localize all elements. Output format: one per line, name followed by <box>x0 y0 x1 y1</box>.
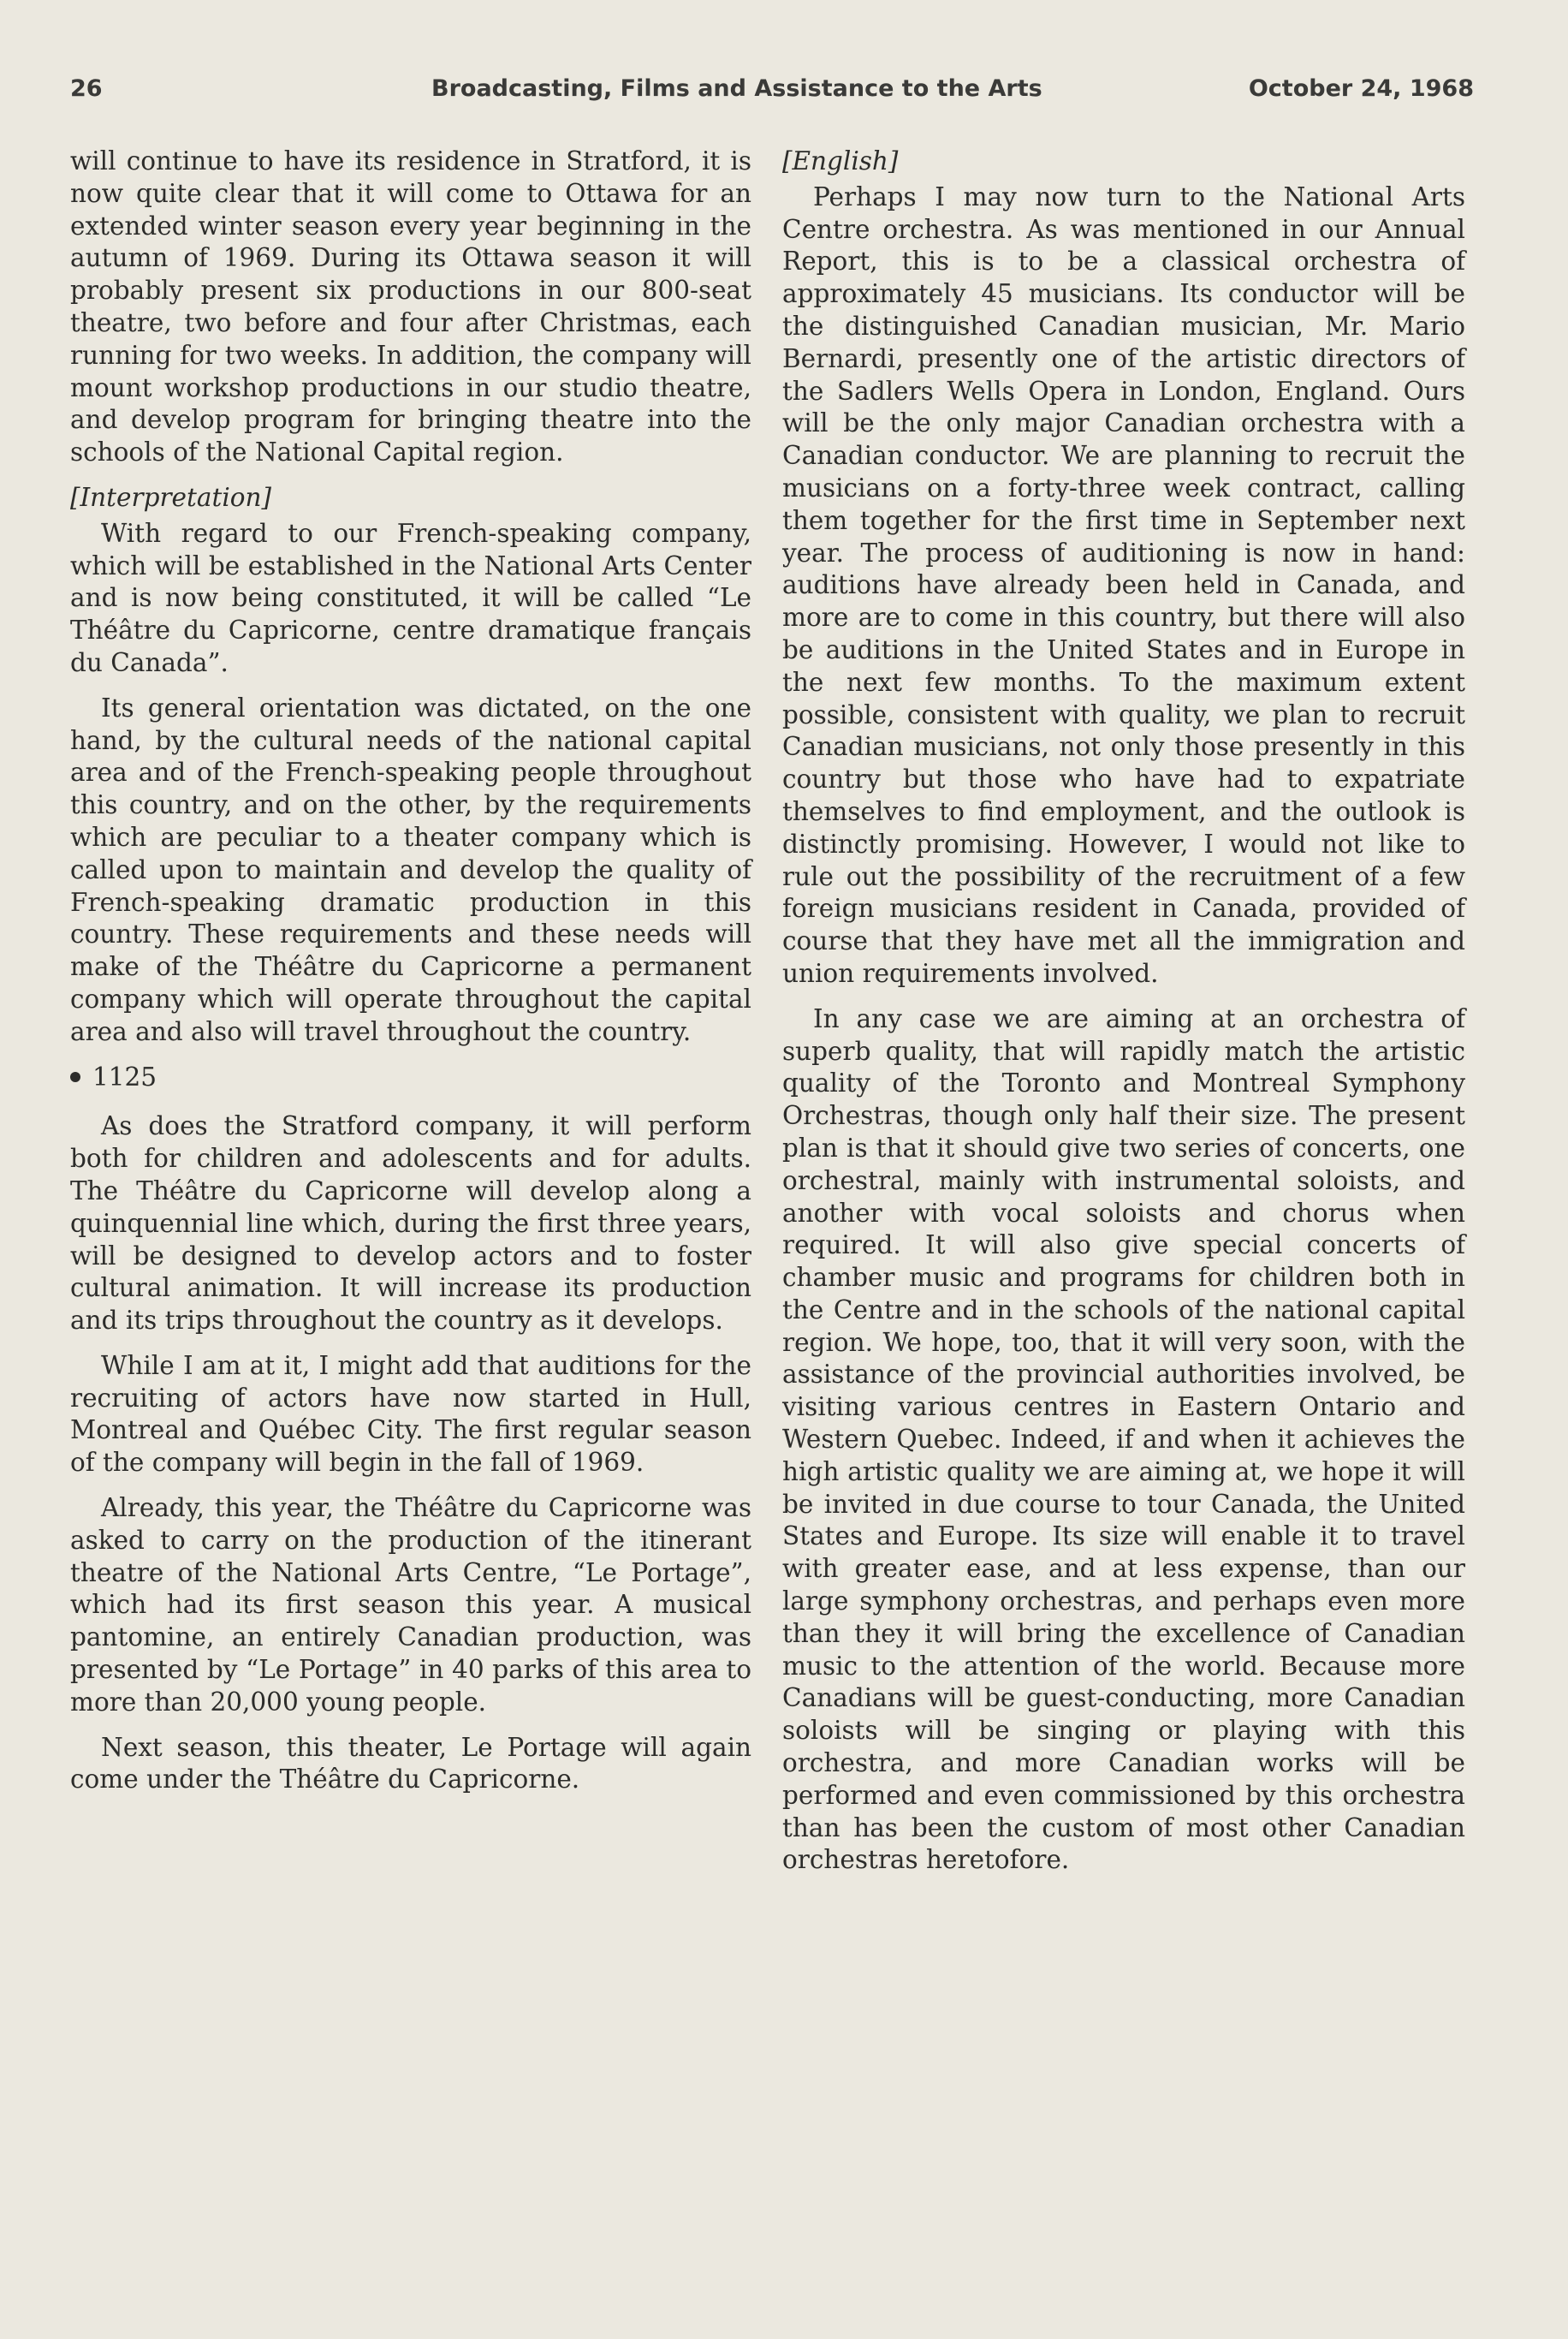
time-marker-label: 1125 <box>92 1062 157 1092</box>
english-tag: [English] <box>782 146 899 176</box>
bullet-icon <box>70 1072 80 1082</box>
paragraph: Its general orientation was dictated, on the one hand, by the cultural needs of the national capital area and of the French-speaking people throughout this country, and on the other, by the requirements which are peculiar to a theater company which is called upon to maintain and develop the quality of French-speaking dramatic production in this country. These requirements and these needs will make of the Théâtre du Capricorne a permanent company which will operate throughout the capital area and also will travel throughout the country. <box>70 693 751 1046</box>
page-number: 26 <box>70 75 103 102</box>
paragraph: With regard to our French-speaking company, which will be established in the National Arts Center and is now being constituted, it will be called “Le Théâtre du Capricorne, centre dramatique français du Canada”. <box>70 518 751 677</box>
time-marker <box>70 1062 751 1094</box>
paragraph: Already, this year, the Théâtre du Capricorne was asked to carry on the production of the itinerant theatre of the National Arts Centre, “Le Portage”, which had its first season this year. A musical pantomine, an entirely Canadian production, was presented by “Le Portage” in 40 parks of this area to more than 20,000 young people. <box>70 1493 751 1717</box>
running-header <box>70 75 1474 113</box>
left-column <box>70 146 751 1809</box>
paragraph: While I am at it, I might add that auditions for the recruiting of actors have now started in Hull, Montreal and Québec City. The first regular season of the company will begin in the fall of 1969. <box>70 1350 751 1478</box>
paragraph: In any case we are aiming at an orchestra of superb quality, that will rapidly match the artistic quality of the Toronto and Montreal Symphony Orchestras, though only half their size. The present plan is that it should give two series of concerts, one orchestral, mainly with instrumental soloists, and another with vocal soloists and chorus when required. It will also give special concerts of chamber music and programs for children both in the Centre and in the schools of the national capital region. We hope, too, that it will very soon, with the assistance of the provincial authorities involved, be visiting various centres in Eastern Ontario and Western Quebec. Indeed, if and when it achieves the high artistic quality we are aiming at, we hope it will be invited in due course to tour Canada, the United States and Europe. Its size will enable it to travel with greater ease, and at less expense, than our large symphony orchestras, and perhaps even more than they it will bring the excellence of Canadian music to the attention of the world. Because more Canadians will be guest-conducting, more Canadian soloists will be singing or playing with this orchestra, and more Canadian works will be performed and even commissioned by this orchestra than has been the custom of most other Canadian orchestras heretofore. <box>782 1003 1465 1875</box>
right-column <box>782 146 1465 1890</box>
paragraph: Perhaps I may now turn to the National Arts Centre orchestra. As was mentioned in our Annual Report, this is to be a classical orchestra of approximately 45 musicians. Its conductor will be the distinguished Canadian musician, Mr. Mario Bernardi, presently one of the artistic directors of the Sadlers Wells Opera in London, England. Ours will be the only major Canadian orchestra with a Canadian conductor. We are planning to recruit the musicians on a forty-three week contract, calling them together for the first time in September next year. The process of auditioning is now in hand: auditions have already been held in Canada, and more are to come in this country, but there will also be auditions in the United States and in Europe in the next few months. To the maximum extent possible, consistent with quality, we plan to recruit Canadian musicians, not only those presently in this country but those who have had to expatriate themselves to find employment, and the outlook is distinctly promising. However, I would not like to rule out the possibility of the recruitment of a few foreign musicians resident in Canada, provided of course that they have met all the immigration and union requirements involved. <box>782 182 1465 988</box>
paragraph: As does the Stratford company, it will perform both for children and adolescents and for adults. The Théâtre du Capricorne will develop along a quinquennial line which, during the first three years, will be designed to develop actors and to foster cultural animation. It will increase its production and its trips throughout the country as it develops. <box>70 1111 751 1336</box>
page-date: October 24, 1968 <box>1248 75 1474 102</box>
paragraph: will continue to have its residence in Stratford, it is now quite clear that it will come to Ottawa for an extended winter season every year beginning in the autumn of 1969. During its Ottawa season it will probably present six productions in our 800-seat theatre, two before and four after Christmas, each running for two weeks. In addition, the company will mount workshop productions in our studio theatre, and develop program for bringing theatre into the schools of the National Capital region. <box>70 146 751 467</box>
paragraph: Next season, this theater, Le Portage will again come under the Théâtre du Capricorne. <box>70 1732 751 1794</box>
running-title: Broadcasting, Films and Assistance to the Arts <box>431 75 1042 102</box>
interpretation-tag: [Interpretation] <box>70 482 272 512</box>
